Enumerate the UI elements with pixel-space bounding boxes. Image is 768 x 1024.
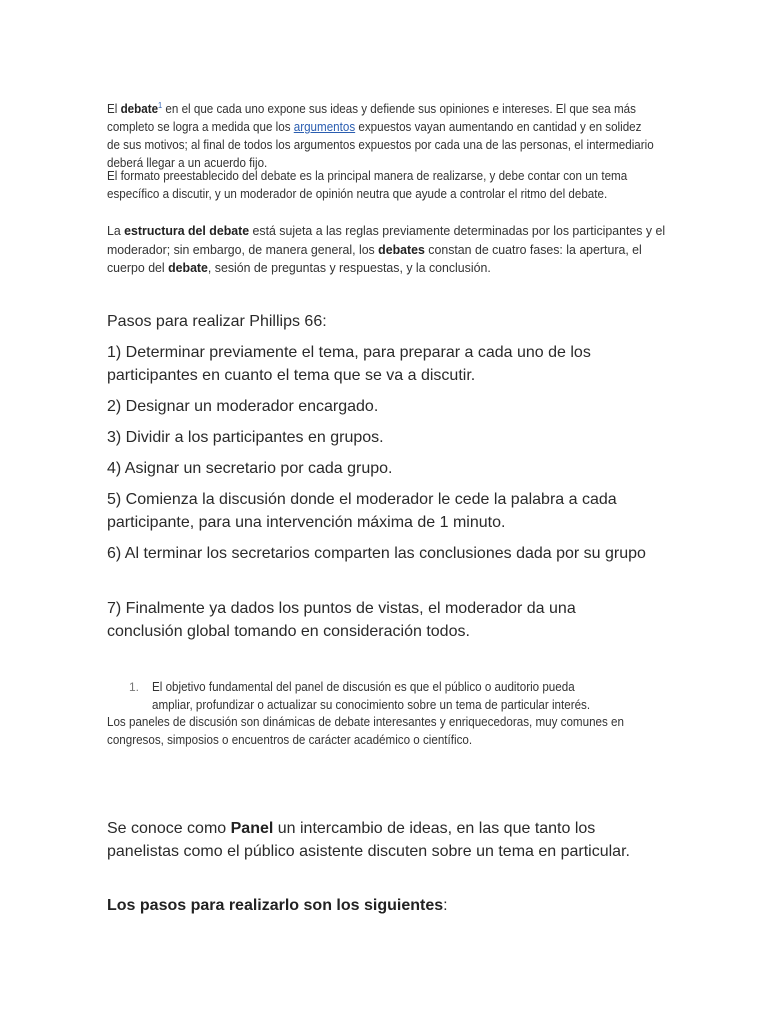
panel-item-continuation: Los paneles de discusión son dinámicas de debate interesantes y enriquecedoras, muy comunes en congresos, simposios o encuentros de carácter académico o científico. [107,715,624,747]
phillips-step-2: 2) Designar un moderador encargado. [107,398,379,415]
bold-term-structure: estructura del debate [124,223,250,238]
text-run: La [107,223,125,238]
phillips-heading: Pasos para realizar Phillips 66: [107,313,327,330]
phillips-step-1: 1) Determinar previamente el tema, para preparar a cada uno de los participantes en cuanto el tema que se va a discutir. [107,344,591,384]
bold-term-debates: debates [378,241,425,257]
phillips-step-5: 5) Comienza la discusión donde el moderador le cede la palabra a cada participante, para una intervención máxima de 1 minuto. [107,491,617,531]
paragraph-debate-intro [107,97,658,172]
text-run: , sesión de preguntas y respuestas, y la conclusión. [207,260,491,275]
text-run: un intercambio de ideas, en las que tanto los panelistas como el público asistente discuten sobre un tema en particular. [107,820,630,860]
panel-item-line-2: ampliar, profundizar o actualizar su conocimiento sobre un tema de particular interés. [152,698,591,712]
paragraph-debate-structure [107,222,668,278]
phillips-step-3: 3) Dividir a los participantes en grupos. [107,429,384,446]
paragraph-debate-format: El formato preestablecido del debate es la principal manera de realizarse, y debe contar con un tema específico a discutir, y un moderador de opinión neutra que ayude a controlar el ritmo del debate. [107,169,628,201]
panel-steps-heading [107,894,655,917]
link-argumentos[interactable]: argumentos [293,120,356,134]
text-run: : [443,897,448,914]
bold-term-debate: debate [168,260,208,275]
text-run: Se conoce como [107,820,231,837]
phillips-step-7: 7) Finalmente ya dados los puntos de vistas, el moderador da una conclusión global tomando en consideración todos. [107,600,576,640]
footnote-ref[interactable]: 1 [158,101,163,110]
text-run: constan de cuatro fases: la apertura, el cuerpo del [107,241,642,275]
text-run: en el que cada uno expone sus ideas y defiende sus opiniones e intereses. El que sea más completo se logra a medida que los [107,102,636,134]
phillips-step-4: 4) Asignar un secretario por cada grupo. [107,460,393,477]
text-run: expuestos vayan aumentando en cantidad y en solidez de sus motivos; al final de todos los argumentos expuestos por cada una de las personas, el intermediario deberá llegar a un acuerdo fijo. [107,120,654,170]
bold-term-debate: debate [120,102,159,116]
panel-item-line-1: El objetivo fundamental del panel de discusión es que el público o auditorio pueda [152,680,575,694]
paragraph-panel-definition [107,817,637,863]
bold-heading: Los pasos para realizarlo son los siguientes [107,897,444,914]
list-number: 1. [129,680,140,694]
text-run: está sujeta a las reglas previamente determinadas por los participantes y el moderador; sin embargo, de manera general, los [107,223,666,257]
phillips-step-6: 6) Al terminar los secretarios comparten las conclusiones dada por su grupo [107,545,646,562]
bold-term-panel: Panel [230,820,274,837]
text-run: El [107,102,121,116]
